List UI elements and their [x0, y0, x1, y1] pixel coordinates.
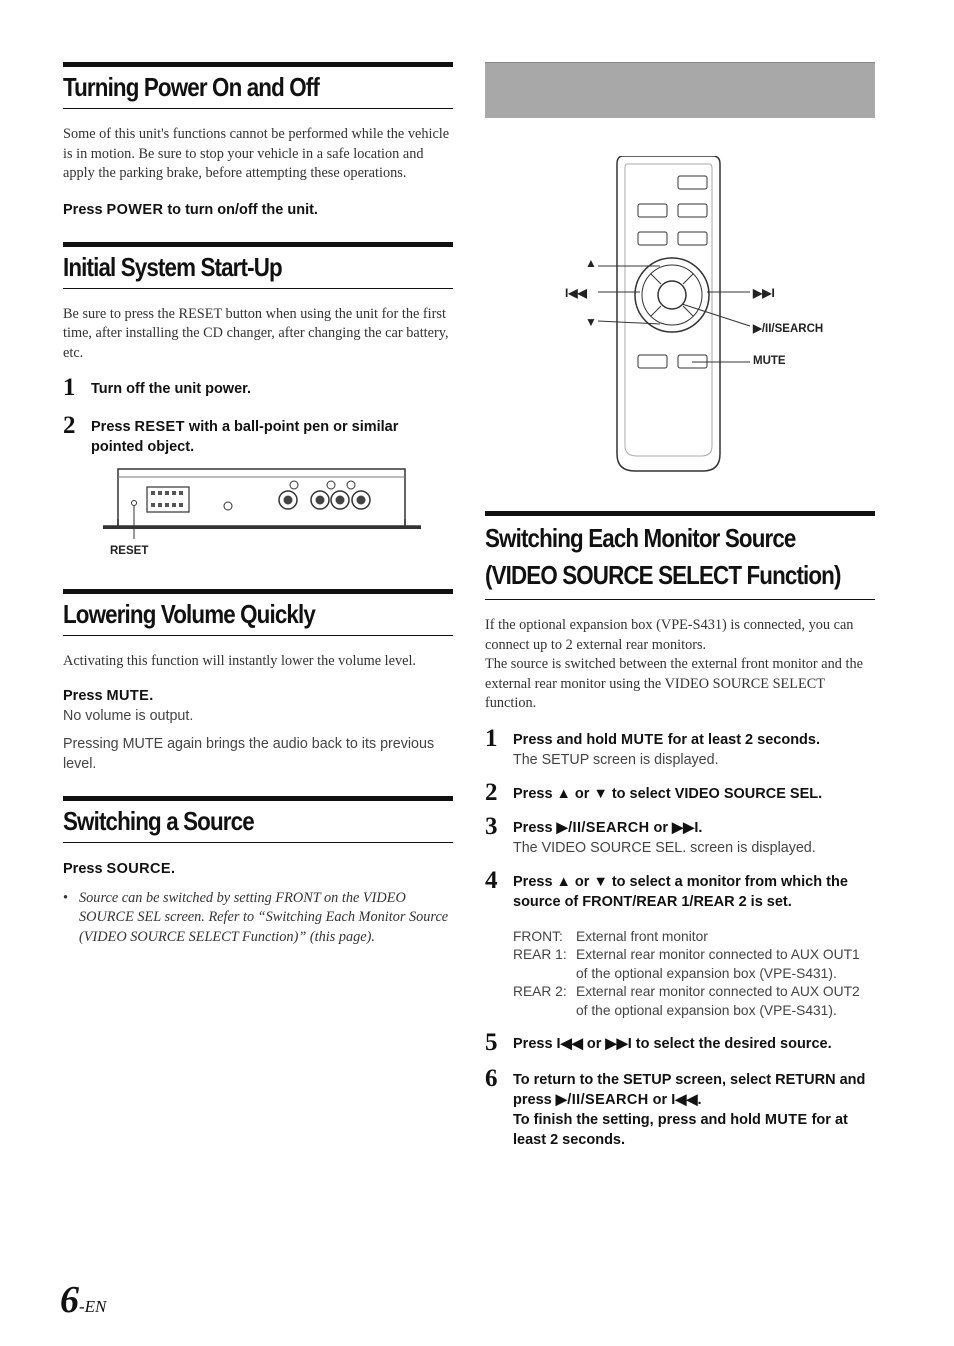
instruction [63, 200, 453, 220]
page-footer [60, 1278, 106, 1322]
definition-term: FRONT: [513, 928, 563, 944]
step-text: Press ▲ or ▼ to select [513, 785, 675, 802]
keyword: MUTE [620, 731, 664, 748]
instruction-text: Press [63, 860, 107, 877]
definition-row [513, 928, 875, 947]
step-5 [485, 1029, 875, 1056]
step-note: The VIDEO SOURCE SEL. screen is displayed. [513, 839, 816, 856]
step-1 [485, 724, 875, 770]
step-text: Press and hold [513, 731, 621, 748]
instruction-text: Press [63, 687, 107, 704]
steps-list [485, 724, 875, 1056]
step-text: or ▶▶I. [649, 819, 703, 836]
definition-desc: External rear monitor connected to AUX OUT2 of the optional expansion box (VPE-S431). [576, 984, 860, 1018]
bullet-mark: • [63, 889, 69, 906]
next-label: ▶▶I [753, 286, 775, 300]
section-title: Initial System Start-Up [63, 251, 282, 282]
up-label: ▲ [585, 256, 597, 270]
section-title: Switching a Source [63, 805, 254, 836]
definition-list [513, 928, 875, 1021]
instruction [63, 686, 453, 706]
section-header-power [63, 62, 453, 109]
section-header-startup [63, 242, 453, 289]
reset-label: RESET [110, 545, 149, 557]
keyword: ▶/II/SEARCH [555, 1092, 649, 1108]
right-column [485, 62, 875, 1150]
definition-row [513, 946, 875, 983]
page-number: 6 [60, 1279, 79, 1321]
section-header-monitor [485, 511, 875, 600]
step-3 [485, 812, 875, 858]
note: No volume is output. [63, 707, 194, 724]
paragraph: The source is switched between the external front monitor and the external rear monitor using the VIDEO SOURCE SELECT function. [485, 656, 863, 711]
definition-row [513, 983, 875, 1020]
step-text: Press I◀◀ or ▶▶I to select the desired source. [513, 1036, 832, 1052]
step-4 [485, 866, 875, 912]
section-title-line2: (VIDEO SOURCE SELECT Function) [485, 560, 841, 590]
section-header-source [63, 796, 453, 843]
step-number: 4 [485, 866, 498, 894]
step-2 [485, 778, 875, 806]
step-number: 6 [485, 1065, 498, 1092]
step-number: 1 [485, 724, 498, 752]
step-number: 1 [63, 374, 76, 401]
section-header-volume [63, 589, 453, 636]
paragraph: Some of this unit's functions cannot be performed while the vehicle is in motion. Be sure to stop your vehicle in a safe location and apply the parking brake, before attempting these operations. [63, 126, 450, 181]
step-text: or I◀◀. [648, 1092, 702, 1108]
instruction-text: to turn on/off the unit. [163, 201, 318, 218]
mute-label: MUTE [753, 355, 786, 367]
step-text: Press [91, 419, 135, 435]
bullet-text: Source can be switched by setting FRONT on the VIDEO SOURCE SEL screen. Refer to “Switching Each Monitor Source (VIDEO SOURCE SELECT Function)” (this page). [79, 889, 449, 945]
instruction-text: Press [63, 201, 107, 218]
down-label: ▼ [585, 315, 597, 329]
play-search-label: ▶/II/SEARCH [753, 323, 824, 335]
gray-header-bar [485, 62, 875, 118]
remote-illustration [485, 156, 875, 476]
step-1 [63, 374, 453, 401]
instruction-text: . [170, 860, 176, 877]
section-title: Turning Power On and Off [63, 72, 319, 102]
step-text: for at least 2 seconds. [663, 731, 821, 748]
instruction [63, 859, 453, 879]
step-text: for at least 2 seconds. [513, 1112, 848, 1148]
keyword: RESET [134, 419, 185, 435]
keyword: MUTE [764, 1112, 808, 1128]
unit-figure [63, 467, 453, 567]
definition-term: REAR 1: [513, 947, 567, 962]
step-number: 2 [63, 412, 76, 439]
keyword: POWER [106, 201, 164, 218]
step-text: Press [513, 819, 557, 836]
page-suffix: -EN [79, 1297, 107, 1316]
definition-desc: External rear monitor connected to AUX OUT1 of the optional expansion box (VPE-S431). [576, 947, 860, 981]
step-2 [63, 412, 453, 457]
definition-desc: External front monitor [576, 928, 708, 944]
left-column [63, 62, 453, 947]
step-text: VIDEO SOURCE SEL. [674, 785, 823, 802]
step-6 [485, 1065, 875, 1150]
section-title: Lowering Volume Quickly [63, 599, 315, 629]
step-note: The SETUP screen is displayed. [513, 751, 719, 768]
bullet-note [63, 889, 453, 948]
step-text: To finish the setting, press and hold [513, 1112, 765, 1128]
prev-label: I◀◀ [565, 286, 587, 300]
step-text: Turn off the unit power. [91, 381, 252, 397]
keyword: MUTE [106, 687, 150, 704]
paragraph: Be sure to press the RESET button when using the unit for the first time, after installing the CD changer, after changing the car battery, etc. [63, 305, 449, 361]
step-number: 2 [485, 778, 498, 806]
paragraph: Activating this function will instantly lower the volume level. [63, 653, 416, 669]
paragraph: If the optional expansion box (VPE-S431) is connected, you can connect up to 2 external rear monitors. [485, 617, 854, 653]
keyword: SOURCE [106, 860, 171, 877]
step-text: To return to the SETUP screen, select RETURN and press [513, 1072, 866, 1108]
note: Pressing MUTE again brings the audio back to its previous level. [63, 735, 435, 772]
remote-figure [485, 156, 875, 511]
step-text: Press ▲ or ▼ to select a monitor from which the source of FRONT/REAR 1/REAR 2 is set. [513, 873, 848, 910]
section-title-line1: Switching Each Monitor Source [485, 523, 796, 553]
instruction-text: . [149, 687, 154, 704]
step-text: with a ball-point pen or similar pointed object. [91, 419, 399, 455]
step-number: 5 [485, 1029, 498, 1056]
unit-illustration [63, 467, 453, 547]
definition-term: REAR 2: [513, 984, 567, 999]
keyword: ▶/II/SEARCH [556, 819, 650, 836]
step-number: 3 [485, 812, 498, 840]
